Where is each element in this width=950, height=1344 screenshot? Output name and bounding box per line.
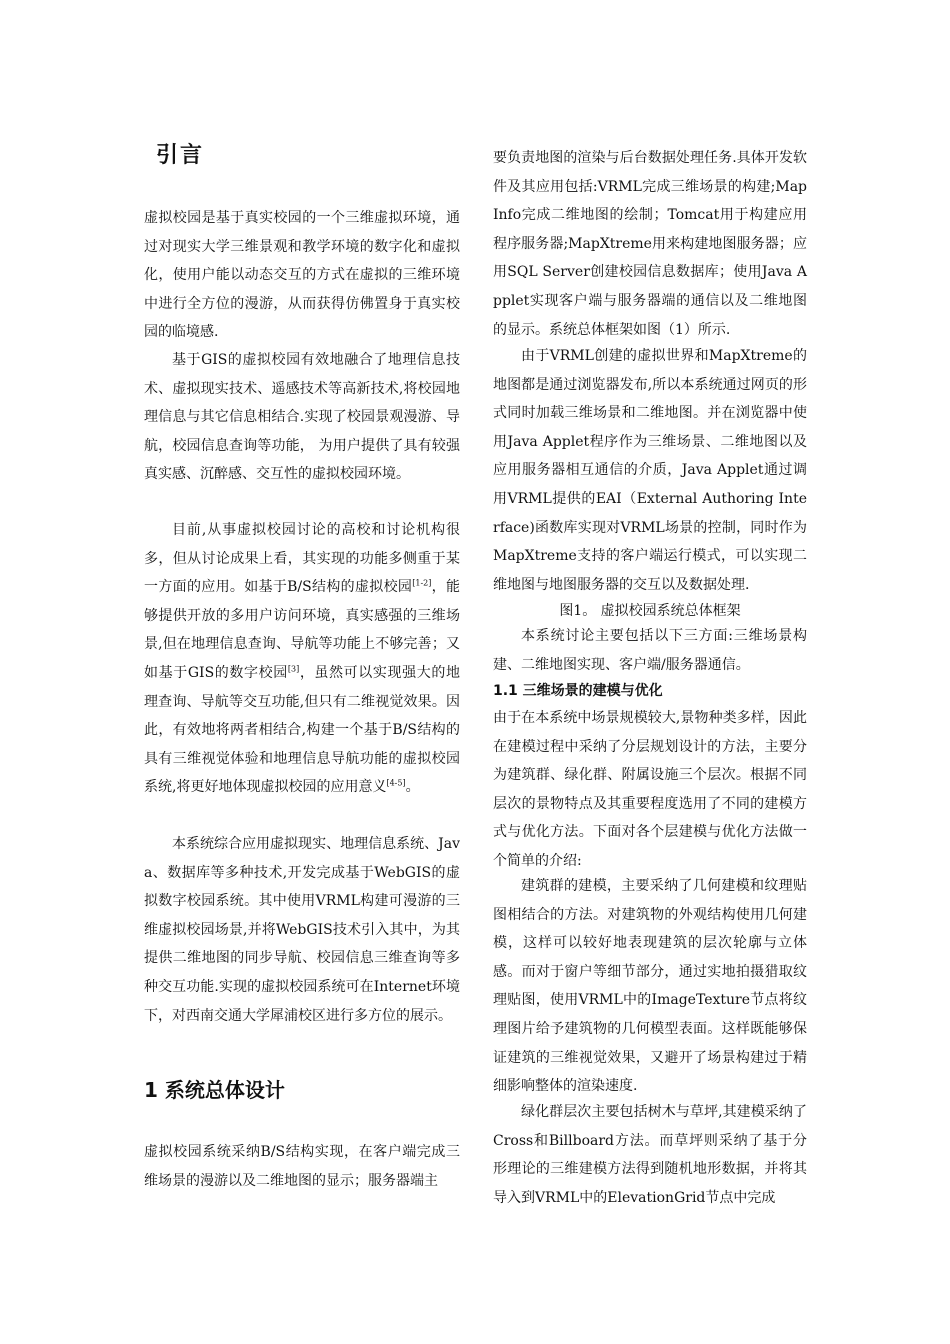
paragraph-text: 本系统综合应用虚拟现实、地理信息系统、Java、数据库等多种技术,开发完成基于WebGIS的虚拟数字校园系统。其中使用VRML构建可漫游的三维虚拟校园场景,并将WebGIS技术引入其中，为其提供二维地图的同步导航、校园信息三维查询等多种交互功能.实现的虚拟校园系统可在Internet环境下，对西南交通大学犀浦校区进行多方位的展示。: [144, 836, 460, 1024]
right-paragraph-1: [493, 144, 807, 344]
intro-paragraph-1: [144, 204, 460, 347]
intro-heading: 引言: [156, 143, 205, 168]
right-paragraph-4: [493, 704, 807, 876]
right-paragraph-3: [493, 622, 807, 679]
citation-ref: [4-5]: [386, 778, 406, 788]
paragraph-text: 由于在本系统中场景规模较大,景物种类多样，因此在建模过程中采纳了分层规划设计的方法，主要分为建筑群、绿化群、附属设施三个层次。根据不同层次的景物特点及其重要程度选用了不同的建模方式与优化方法。下面对各个层建模与优化方法做一个简单的介绍:: [493, 710, 807, 869]
right-paragraph-2: [493, 342, 807, 599]
paragraph-text: ，虽然可以实现强大的地理查询、导航等交互功能,但只有二维视觉效果。因此，有效地将两者相结合,构建一个基于B/S结构的具有三维视觉体验和地理信息导航功能的虚拟校园系统,将更好地体现虚拟校园的应用意义: [144, 664, 460, 796]
paragraph-text: 目前,从事虚拟校园讨论的高校和讨论机构很多，但从讨论成果上看，其实现的功能多侧重于某一方面的应用。如基于B/S结构的虚拟校园: [144, 522, 460, 596]
subsection-heading: 1.1 三维场景的建模与优化: [493, 683, 663, 699]
intro-paragraph-4: [144, 830, 460, 1030]
right-paragraph-6: [493, 1098, 807, 1212]
right-paragraph-5: [493, 872, 807, 1101]
paragraph-text: 基于GIS的虚拟校园有效地融合了地理信息技术、虚拟现实技术、遥感技术等高新技术,将校园地理信息与其它信息相结合.实现了校园景观漫游、导航，校园信息查询等功能， 为用户提供了具有较强真实感、沉醉感、交互性的虚拟校园环境。: [144, 352, 460, 483]
paragraph-text: 虚拟校园系统采纳B/S结构实现，在客户端完成三维场景的漫游以及二维地图的显示；服务器端主: [144, 1144, 460, 1189]
paragraph-text: 。: [405, 779, 420, 796]
paragraph-text: 绿化群层次主要包括树木与草坪,其建模采纳了Cross和Billboard方法。而草坪则采纳了基于分形理论的三维建模方法得到随机地形数据，并将其导入到VRML中的ElevationGrid节点中完成: [493, 1104, 807, 1206]
paragraph-text: 建筑群的建模，主要采纳了几何建模和纹理贴图相结合的方法。对建筑物的外观结构使用几何建模，这样可以较好地表现建筑的层次轮廓与立体感。而对于窗户等细节部分，通过实地拍摄猎取纹理贴图，使用VRML中的ImageTexture节点将纹理图片给予建筑物的几何模型表面。这样既能够保证建筑的三维视觉效果，又避开了场景构建过于精细影响整体的渲染速度.: [493, 878, 807, 1095]
paragraph-text: 要负责地图的渲染与后台数据处理任务.具体开发软件及其应用包括:VRML完成三维场景的构建;MapInfo完成二维地图的绘制；Tomcat用于构建应用程序服务器;MapXtreme用来构建地图服务器；应用SQL Server创建校园信息数据库；使用Java Applet实现客户端与服务器端的通信以及二维地图的显示。系统总体框架如图（1）所示.: [493, 150, 807, 338]
citation-ref: [3]: [287, 664, 300, 674]
section-heading: 1 系统总体设计: [144, 1078, 285, 1102]
paragraph-text: ，能够提供开放的多用户访问环境，真实感强的三维场景,但在地理信息查询、导航等功能上不够完善；又如基于GIS的数字校园: [144, 579, 460, 681]
figure-caption: 图1。 虚拟校园系统总体框架: [559, 603, 741, 619]
paragraph-text: 本系统讨论主要包括以下三方面:三维场景构建、二维地图实现、客户端/服务器通信。: [493, 628, 807, 673]
intro-paragraph-3: [144, 516, 460, 802]
section-paragraph-1: [144, 1138, 460, 1195]
paragraph-text: 虚拟校园是基于真实校园的一个三维虚拟环境，通过对现实大学三维景观和教学环境的数字化和虚拟化，使用户能以动态交互的方式在虚拟的三维环境中进行全方位的漫游，从而获得仿佛置身于真实校园的临境感.: [144, 210, 460, 341]
citation-ref: [1-2]: [412, 578, 432, 588]
intro-paragraph-2: [144, 346, 460, 489]
paragraph-text: 由于VRML创建的虚拟世界和MapXtreme的地图都是通过浏览器发布,所以本系统通过网页的形式同时加载三维场景和二维地图。并在浏览器中使用Java Applet程序作为三维场景、二维地图以及应用服务器相互通信的介质，Java Applet通过调用VRML提供的EAI（External Authoring Interface)函数库实现对VRML场景的控制，同时作为MapXtreme支持的客户端运行模式，可以实现二维地图与地图服务器的交互以及数据处理.: [493, 348, 807, 593]
